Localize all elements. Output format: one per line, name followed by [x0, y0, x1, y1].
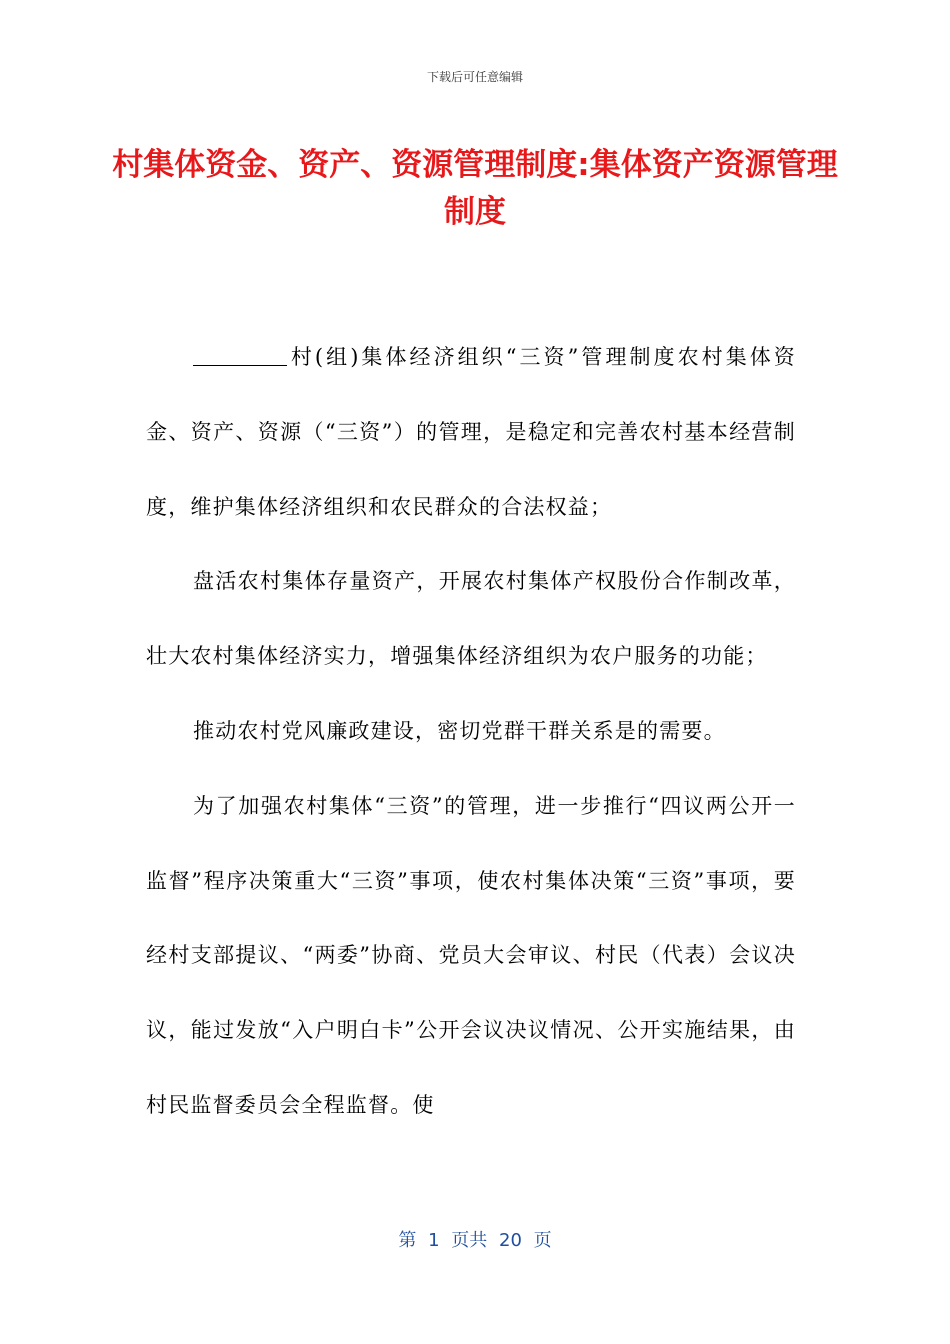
paragraph-4: 为了加强农村集体“三资”的管理，进一步推行“四议两公开一监督”程序决策重大“三资”事项，使农村集体决策“三资”事项，要经村支部提议、“两委”协商、党员大会审议、村民（代表）会议决议，能过发放“入户明白卡”公开会议决议情况、公开实施结果，由村民监督委员会全程监督。使	[146, 793, 796, 1117]
paragraph-3: 推动农村党风廉政建设，密切党群干群关系是的需要。	[193, 718, 726, 743]
footer-suffix: 页	[533, 1230, 552, 1251]
document-body	[146, 320, 796, 1143]
page-footer	[0, 1226, 950, 1252]
paragraph-1	[146, 320, 796, 544]
fill-in-blank	[193, 345, 287, 366]
footer-total-pages: 20	[499, 1230, 522, 1251]
footer-page-number: 1	[428, 1230, 440, 1251]
paragraph-1-text: 村(组)集体经济组织“三资”管理制度农村集体资金、资产、资源（“三资”）的管理，是稳定和完善农村基本经营制度，维护集体经济组织和农民群众的合法权益；	[146, 345, 796, 519]
header-note: 下载后可任意编辑	[426, 70, 523, 84]
document-title: 村集体资金、资产、资源管理制度:集体资产资源管理制度	[112, 147, 838, 230]
paragraph-2: 盘活农村集体存量资产，开展农村集体产权股份合作制改革，壮大农村集体经济实力，增强集体经济组织为农户服务的功能；	[146, 569, 796, 669]
footer-middle: 页共	[451, 1230, 488, 1251]
footer-prefix: 第	[398, 1230, 417, 1251]
